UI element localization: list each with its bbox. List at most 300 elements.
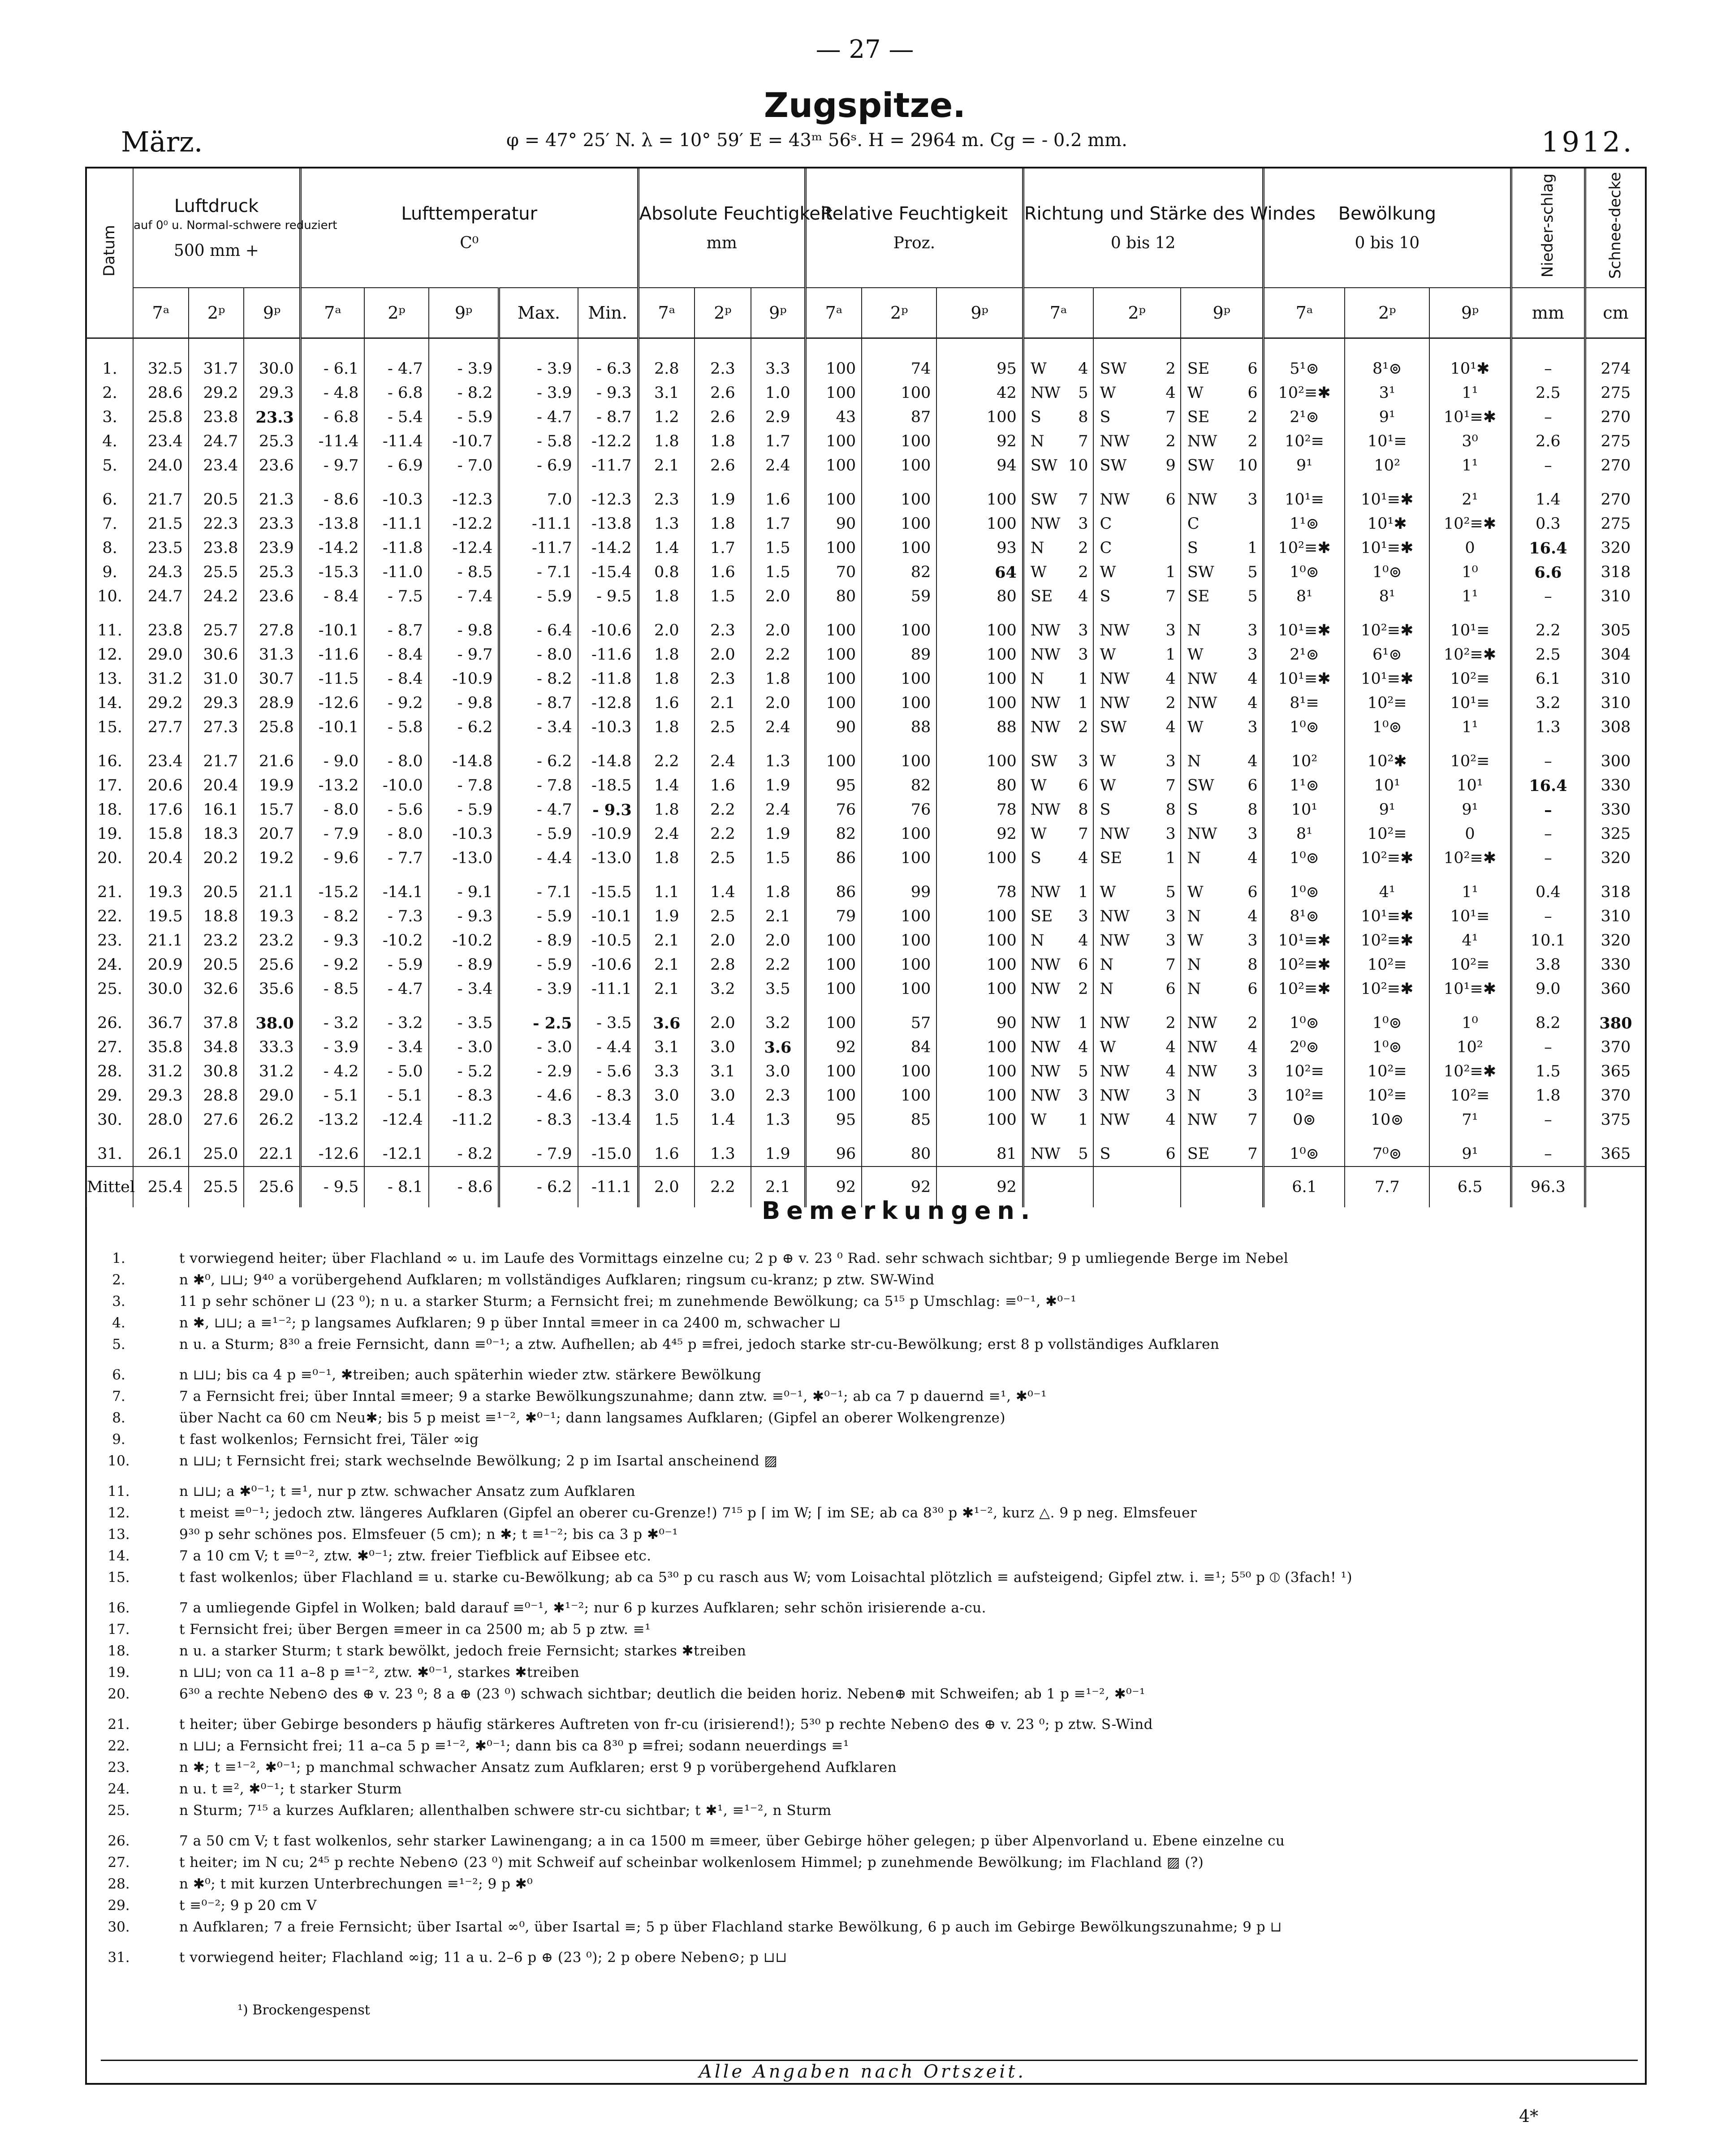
rel-humidity-cell: 85 [862,1108,936,1132]
temperature-cell: -13.4 [578,1108,639,1132]
pressure-cell: 29.0 [244,1084,300,1108]
wind-cell [1093,953,1181,977]
remark-day: 20. [108,1686,130,1702]
wind-direction: NW [1187,1014,1217,1032]
pressure-cell: 15.8 [133,822,189,846]
rel-humidity-cell: 95 [805,773,862,798]
pressure-cell: 25.7 [189,609,244,643]
temperature-cell: - 8.3 [578,1084,639,1108]
wind-cell [1093,429,1181,454]
day-cell: 12. [86,643,133,667]
wind-direction: NW [1100,432,1130,450]
rel-humidity-cell: 86 [805,870,862,904]
remark-day: 28. [108,1876,130,1892]
temperature-cell: -12.2 [429,512,499,536]
wind-direction: N [1187,849,1201,867]
wind-force: 4 [1078,849,1088,867]
temperature-cell: - 8.2 [300,904,364,929]
precip-cell: – [1511,338,1585,381]
table-row [86,773,1645,798]
wind-force: 2 [1165,360,1176,378]
rel-humidity-cell: 100 [805,977,862,1001]
snow-cell: 270 [1585,478,1645,512]
wind-direction: W [1030,563,1047,581]
pressure-cell: 20.4 [133,846,189,870]
remark-day: 1. [112,1250,125,1266]
temperature-cell: - 5.9 [429,798,499,822]
rel-humidity-cell: 92 [805,1035,862,1059]
temperature-cell: - 6.1 [300,338,364,381]
rel-humidity-cell: 76 [862,798,936,822]
wind-direction: S [1100,801,1111,819]
wind-direction: W [1100,777,1116,795]
snow-cell: 320 [1585,536,1645,560]
temperature-cell: -12.1 [364,1132,428,1167]
abs-humidity-cell: 2.1 [638,953,695,977]
cloud-cell: 10¹≡✱ [1429,977,1511,1001]
pressure-cell: 24.7 [189,429,244,454]
temperature-cell: - 8.5 [300,977,364,1001]
rel-humidity-cell: 100 [862,977,936,1001]
wind-cell [1093,609,1181,643]
wind-force: 5 [1078,1145,1088,1163]
wind-force: 10 [1068,457,1088,475]
temperature-cell: - 4.7 [364,338,428,381]
wind-force: 2 [1165,432,1176,450]
cloud-cell: 10¹≡✱ [1345,478,1429,512]
col-p2: 2ᵖ [189,288,244,338]
cloud-cell: 10²≡✱ [1345,977,1429,1001]
wind-cell [1023,536,1093,560]
remark-text: n ⊔⊔; t Fernsicht frei; stark wechselnde Bewölkung; 2 p im Isartal anscheinend ▨ [179,1453,778,1469]
temperature-cell: -14.1 [364,870,428,904]
wind-direction: NW [1030,1014,1061,1032]
wind-direction: SE [1100,849,1122,867]
pressure-cell: 21.3 [244,478,300,512]
precip-cell: 9.0 [1511,977,1585,1001]
temperature-cell: - 8.9 [499,929,578,953]
abs-humidity-cell: 1.8 [638,643,695,667]
pressure-cell: 29.3 [244,381,300,405]
temperature-cell: -10.2 [364,929,428,953]
temperature-mean: - 6.2 [499,1167,578,1207]
pressure-cell: 21.7 [133,478,189,512]
wind-direction: NW [1030,1063,1061,1080]
wind-force: 3 [1078,646,1088,664]
abs-humidity-mean: 2.2 [695,1167,751,1207]
pressure-cell: 23.9 [244,536,300,560]
abs-humidity-cell: 1.6 [638,691,695,715]
precip-cell: – [1511,798,1585,822]
col-nied-unit: mm [1511,288,1585,338]
abs-humidity-cell: 2.5 [695,904,751,929]
wind-cell [1181,846,1263,870]
remark-text: über Nacht ca 60 cm Neu✱; bis 5 p meist ≡¹⁻², ✱⁰⁻¹; dann langsames Aufklaren; (Gipfel an oberer Wolkengrenze) [179,1410,1005,1426]
cloud-cell: 10²≡ [1345,822,1429,846]
remark-text: n ⊔⊔; bis ca 4 p ≡⁰⁻¹, ✱treiben; auch späterhin wieder ztw. stärkere Bewölkung [179,1367,762,1383]
day-cell: 8. [86,536,133,560]
wind-direction: NW [1100,1014,1130,1032]
wind-force: 4 [1078,1038,1088,1056]
remark-day: 22. [108,1738,130,1754]
temperature-cell: -14.8 [429,739,499,773]
cloud-cell: 1⁰⊚ [1263,846,1345,870]
rel-humidity-cell: 84 [862,1035,936,1059]
abs-humidity-cell: 2.6 [695,454,751,478]
wind-cell [1093,1084,1181,1108]
col-p7: 7ᵃ [133,288,189,338]
pressure-cell: 31.7 [189,338,244,381]
remark-row [99,1716,1631,1738]
cloud-cell: 10²≡ [1345,1084,1429,1108]
cloud-cell: 7¹ [1429,1108,1511,1132]
wind-force: 6 [1165,1145,1176,1163]
abs-humidity-cell: 1.9 [638,904,695,929]
table-row [86,929,1645,953]
wind-force: 6 [1247,360,1258,378]
wind-cell [1023,822,1093,846]
wind-force: 6 [1078,777,1088,795]
temperature-cell: - 9.3 [578,798,639,822]
cloud-cell: 2⁰⊚ [1263,1035,1345,1059]
remark-text: n Aufklaren; 7 a freie Fernsicht; über Isartal ∞⁰, über Isartal ≡; 5 p über Flachland starke Bewölkung, 6 p auch im Gebirge Bewölkungszunahme; 9 p ⊔ [179,1919,1282,1935]
cloud-cell: 10² [1345,454,1429,478]
footer-divider [101,2060,1638,2061]
wind-force: 6 [1247,384,1258,402]
rel-humidity-cell: 82 [862,560,936,584]
wind-cell [1181,560,1263,584]
rel-humidity-cell: 42 [936,381,1023,405]
remark-day: 19. [108,1664,130,1681]
col-p9: 9ᵖ [244,288,300,338]
rel-humidity-cell: 100 [862,609,936,643]
wind-direction: S [1187,539,1198,557]
pressure-cell: 23.6 [244,454,300,478]
table-row [86,977,1645,1001]
rel-humidity-cell: 100 [936,977,1023,1001]
cloud-cell: 10²≡ [1429,667,1511,691]
temperature-cell: - 5.2 [429,1059,499,1084]
wind-force: 4 [1078,588,1088,605]
temperature-cell: - 8.4 [300,584,364,609]
rel-humidity-cell: 100 [936,1108,1023,1132]
pressure-cell: 28.8 [189,1084,244,1108]
remark-row [99,1569,1631,1591]
abs-humidity-cell: 1.6 [695,773,751,798]
temperature-cell: - 3.4 [429,977,499,1001]
cloud-mean: 6.5 [1429,1167,1511,1207]
rel-humidity-cell: 100 [862,691,936,715]
wind-force: 7 [1247,1111,1258,1129]
wind-force: 7 [1165,588,1176,605]
cloud-cell: 0 [1429,536,1511,560]
remarks-title: Bemerkungen. [762,1197,1036,1225]
wind-cell [1093,512,1181,536]
observation-table [86,169,1645,1207]
remark-day: 18. [108,1643,130,1659]
pressure-cell: 26.1 [133,1132,189,1167]
temperature-cell: - 3.0 [499,1035,578,1059]
wind-force: 4 [1165,670,1176,688]
wind-direction: NW [1100,1087,1130,1105]
pressure-cell: 22.3 [189,512,244,536]
snow-cell: 330 [1585,773,1645,798]
temperature-cell: -10.7 [429,429,499,454]
wind-cell [1023,584,1093,609]
pressure-mean: 25.4 [133,1167,189,1207]
abs-humidity-cell: 2.2 [638,739,695,773]
abs-humidity-cell: 2.2 [695,822,751,846]
rel-humidity-cell: 59 [862,584,936,609]
snow-cell: 330 [1585,953,1645,977]
rel-humidity-mean: 92 [862,1167,936,1207]
precip-cell: – [1511,584,1585,609]
wind-cell [1023,1059,1093,1084]
remark-row [99,1250,1631,1272]
pressure-cell: 16.1 [189,798,244,822]
cloud-cell: 1¹ [1429,381,1511,405]
wind-direction: SE [1030,907,1053,925]
month-label: März. [121,125,203,158]
table-row [86,1035,1645,1059]
cloud-cell: 10²≡ [1345,953,1429,977]
temperature-cell: 7.0 [499,478,578,512]
remark-text: 7 a 10 cm V; t ≡⁰⁻², ztw. ✱⁰⁻¹; ztw. freier Tiefblick auf Eibsee etc. [179,1548,652,1564]
temperature-cell: -11.5 [300,667,364,691]
rel-humidity-cell: 100 [936,667,1023,691]
wind-cell [1181,381,1263,405]
wind-direction: N [1187,980,1201,998]
col-a9: 9ᵖ [751,288,806,338]
cloud-cell: 1⁰ [1429,560,1511,584]
year-label: 1912. [1541,125,1635,158]
wind-direction: SW [1100,360,1127,378]
pressure-cell: 19.3 [244,904,300,929]
temperature-cell: - 7.1 [499,870,578,904]
temperature-cell: - 7.7 [364,846,428,870]
rel-humidity-cell: 100 [862,478,936,512]
temperature-cell: - 5.9 [499,953,578,977]
remark-row [99,1949,1631,1971]
table-row [86,953,1645,977]
abs-humidity-cell: 3.6 [638,1001,695,1035]
temperature-mean: - 9.5 [300,1167,364,1207]
temperature-cell: - 3.2 [364,1001,428,1035]
temperature-cell: - 9.7 [429,643,499,667]
cloud-cell: 10¹≡ [1263,478,1345,512]
pressure-cell: 20.4 [189,773,244,798]
temperature-cell: - 9.0 [300,739,364,773]
header-absolute-feuchtigkeit: Absolute Feuchtigkeit mm [638,169,805,288]
cloud-cell: 1¹ [1429,870,1511,904]
wind-cell [1181,773,1263,798]
snow-cell: 375 [1585,1108,1645,1132]
wind-cell [1181,904,1263,929]
col-a2: 2ᵖ [695,288,751,338]
remark-row [99,1526,1631,1548]
wind-force: 3 [1165,907,1176,925]
wind-direction: N [1187,1087,1201,1105]
temperature-cell: - 8.0 [300,798,364,822]
table-row [86,870,1645,904]
day-cell: 3. [86,405,133,429]
day-cell: 23. [86,929,133,953]
cloud-cell: 10¹≡ [1429,904,1511,929]
abs-humidity-cell: 1.4 [695,1108,751,1132]
abs-humidity-cell: 2.8 [638,338,695,381]
day-cell: 22. [86,904,133,929]
wind-cell [1023,667,1093,691]
abs-humidity-cell: 3.1 [695,1059,751,1084]
temperature-cell: -12.4 [429,536,499,560]
pressure-cell: 27.8 [244,609,300,643]
remark-text: n ✱⁰; t mit kurzen Unterbrechungen ≡¹⁻²; 9 p ✱⁰ [179,1876,533,1892]
snow-cell: 365 [1585,1059,1645,1084]
temperature-cell: - 3.4 [364,1035,428,1059]
temperature-cell: - 8.0 [499,643,578,667]
wind-cell [1181,1132,1263,1167]
wind-force: 3 [1078,752,1088,770]
snow-cell: 300 [1585,739,1645,773]
table-row [86,715,1645,739]
pressure-cell: 19.5 [133,904,189,929]
wind-force: 6 [1247,777,1258,795]
rel-humidity-cell: 95 [805,1108,862,1132]
wind-direction: N [1187,956,1201,974]
cloud-cell: 10¹≡ [1345,429,1429,454]
wind-force: 6 [1165,491,1176,509]
wind-force: 2 [1247,432,1258,450]
temperature-mean: - 8.6 [429,1167,499,1207]
wind-force: 4 [1078,932,1088,950]
pressure-cell: 31.2 [133,667,189,691]
remark-text: 7 a umliegende Gipfel in Wolken; bald darauf ≡⁰⁻¹, ✱¹⁻²; nur 6 p kurzes Aufklaren; sehr schön irisierende a-cu. [179,1600,987,1616]
temperature-cell: -11.8 [364,536,428,560]
wind-cell [1181,478,1263,512]
temperature-cell: - 5.9 [499,822,578,846]
cloud-cell: 10¹≡✱ [1345,667,1429,691]
wind-cell [1023,691,1093,715]
table-row [86,691,1645,715]
pressure-cell: 31.3 [244,643,300,667]
temperature-cell: - 7.5 [364,584,428,609]
day-cell: 26. [86,1001,133,1035]
snow-cell: 310 [1585,584,1645,609]
precip-cell: 16.4 [1511,536,1585,560]
remark-day: 8. [112,1410,125,1426]
remark-text: n ⊔⊔; a ✱⁰⁻¹; t ≡¹, nur p ztw. schwacher Ansatz zum Aufklaren [179,1483,636,1499]
temperature-cell: - 9.3 [429,904,499,929]
table-row [86,798,1645,822]
wind-direction: SE [1030,588,1053,605]
cloud-cell: 1⁰⊚ [1263,560,1345,584]
wind-direction: W [1100,646,1116,664]
wind-force: 3 [1247,1087,1258,1105]
wind-cell [1093,454,1181,478]
rel-humidity-cell: 100 [936,691,1023,715]
cloud-cell: 10²≡✱ [1345,846,1429,870]
rel-humidity-cell: 100 [805,691,862,715]
snow-mean-empty [1585,1167,1645,1207]
day-cell: 29. [86,1084,133,1108]
footnote: ¹) Brockengespenst [237,2002,370,2018]
snow-cell: 370 [1585,1084,1645,1108]
wind-direction: SE [1187,408,1210,426]
day-cell: 28. [86,1059,133,1084]
wind-cell [1093,977,1181,1001]
wind-cell [1023,1001,1093,1035]
temperature-cell: - 4.4 [578,1035,639,1059]
remark-text: n ⊔⊔; von ca 11 a–8 p ≡¹⁻², ztw. ✱⁰⁻¹, starkes ✱treiben [179,1664,580,1681]
temperature-cell: - 5.9 [499,584,578,609]
rel-humidity-cell: 76 [805,798,862,822]
day-cell: 24. [86,953,133,977]
abs-humidity-cell: 2.4 [751,715,806,739]
rel-humidity-cell: 81 [936,1132,1023,1167]
wind-cell [1181,1035,1263,1059]
cloud-cell: 10²≡ [1345,1059,1429,1084]
table-row [86,536,1645,560]
wind-force: 1 [1078,883,1088,901]
cloud-cell: 10¹≡✱ [1263,667,1345,691]
rel-humidity-cell: 100 [936,1084,1023,1108]
cloud-cell: 1¹⊚ [1263,512,1345,536]
abs-humidity-cell: 3.0 [695,1035,751,1059]
remark-row [99,1781,1631,1802]
temperature-cell: - 8.2 [429,381,499,405]
abs-humidity-cell: 2.3 [695,609,751,643]
cloud-cell: 10²✱ [1345,739,1429,773]
abs-humidity-cell: 2.6 [695,381,751,405]
wind-cell [1023,609,1093,643]
remark-row [99,1483,1631,1505]
abs-humidity-cell: 1.8 [695,512,751,536]
rel-humidity-cell: 92 [936,822,1023,846]
snow-cell: 275 [1585,381,1645,405]
rel-humidity-cell: 100 [862,536,936,560]
pressure-cell: 19.9 [244,773,300,798]
wind-cell [1023,405,1093,429]
wind-direction: SW [1030,752,1057,770]
pressure-cell: 21.7 [189,739,244,773]
pressure-cell: 25.0 [189,1132,244,1167]
abs-humidity-cell: 2.0 [695,929,751,953]
pressure-cell: 30.0 [244,338,300,381]
temperature-cell: - 2.5 [499,1001,578,1035]
precip-cell: 16.4 [1511,773,1585,798]
pressure-cell: 37.8 [189,1001,244,1035]
abs-humidity-cell: 1.9 [751,822,806,846]
wind-cell [1093,478,1181,512]
remark-row [99,1388,1631,1410]
temperature-cell: -13.0 [429,846,499,870]
cloud-cell: 9¹ [1345,405,1429,429]
col-r2: 2ᵖ [862,288,936,338]
wind-cell [1093,1132,1181,1167]
abs-humidity-cell: 2.1 [638,929,695,953]
wind-force: 2 [1078,718,1088,736]
wind-direction: S [1030,849,1041,867]
wind-direction: C [1100,515,1112,533]
wind-direction: SE [1187,588,1210,605]
col-t9: 9ᵖ [429,288,499,338]
wind-cell [1023,846,1093,870]
pressure-cell: 35.6 [244,977,300,1001]
remark-text: 6³⁰ a rechte Neben⊙ des ⊕ v. 23 ⁰; 8 a ⊕ (23 ⁰) schwach sichtbar; deutlich die beiden horiz. Neben⊕ mit Schweifen; ab 1 p ≡¹⁻², ✱⁰⁻¹ [179,1686,1145,1702]
rel-humidity-cell: 100 [862,739,936,773]
wind-force: 1 [1165,563,1176,581]
remark-text: n ✱⁰, ⊔⊔; 9⁴⁰ a vorübergehend Aufklaren; m vollständiges Aufklaren; ringsum cu-kranz; p ztw. SW-Wind [179,1272,935,1288]
